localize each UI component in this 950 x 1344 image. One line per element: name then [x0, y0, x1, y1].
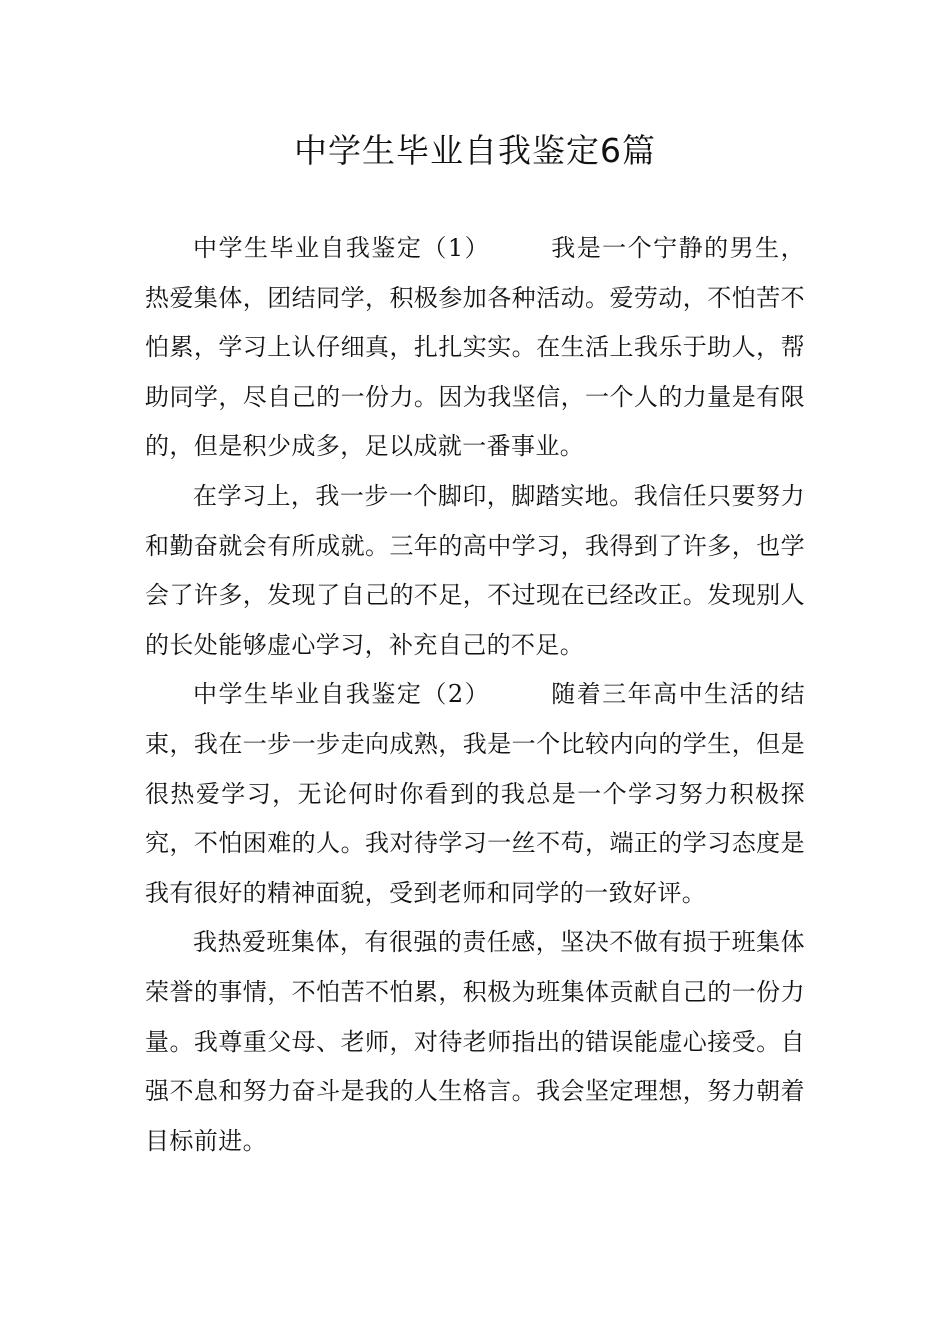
paragraph-3	[145, 670, 805, 918]
paragraph-3-text: 随着三年高中生活的结束，我在一步一步走向成熟，我是一个比较内向的学生，但是很热爱学习，无论何时你看到的我总是一个学习努力积极探究，不怕困难的人。我对待学习一丝不苟，端正的学习态度是我有很好的精神面貌，受到老师和同学的一致好评。	[145, 680, 805, 907]
paragraph-1-text: 我是一个宁静的男生，热爱集体，团结同学，积极参加各种活动。爱劳动，不怕苦不怕累，学习上认仔细真，扎扎实实。在生活上我乐于助人，帮助同学，尽自己的一份力。因为我坚信，一个人的力量是有限的，但是积少成多，足以成就一番事业。	[145, 234, 805, 461]
paragraph-4	[145, 918, 805, 1166]
paragraph-4-text: 我热爱班集体，有很强的责任感，坚决不做有损于班集体荣誉的事情，不怕苦不怕累，积极为班集体贡献自己的一份力量。我尊重父母、老师，对待老师指出的错误能虚心接受。自强不息和努力奋斗是我的人生格言。我会坚定理想，努力朝着目标前进。	[145, 928, 805, 1155]
paragraph-2	[145, 472, 805, 670]
paragraph-1	[145, 224, 805, 472]
section-heading-2: 中学生毕业自我鉴定（2）	[193, 680, 491, 709]
section-heading-1: 中学生毕业自我鉴定（1）	[193, 234, 491, 262]
paragraph-2-text: 在学习上，我一步一个脚印，脚踏实地。我信任只要努力和勤奋就会有所成就。三年的高中学习，我得到了许多，也学会了许多，发现了自己的不足，不过现在已经改正。发现别人的长处能够虚心学习，补充自己的不足。	[145, 481, 805, 659]
document-title: 中学生毕业自我鉴定6篇	[294, 131, 656, 170]
document-body	[145, 224, 805, 1166]
